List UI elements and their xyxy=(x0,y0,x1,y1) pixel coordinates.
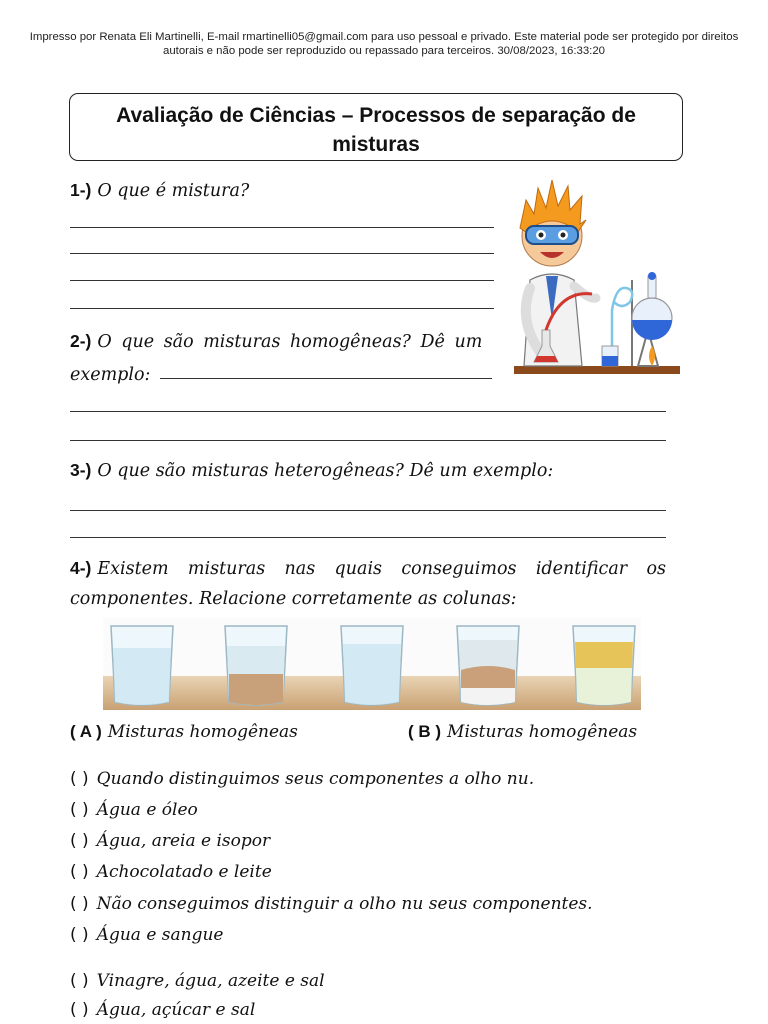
scientist-illustration xyxy=(512,170,682,378)
answer-line[interactable] xyxy=(70,537,666,538)
answer-line[interactable] xyxy=(70,510,666,511)
answer-parenthesis[interactable]: ( ) xyxy=(70,800,89,820)
column-b-text: Misturas homogêneas xyxy=(447,722,638,742)
glass-oil-icon xyxy=(573,626,635,705)
answer-line[interactable] xyxy=(70,227,494,228)
question-3-text: O que são misturas heterogêneas? Dê um exemplo: xyxy=(97,461,554,481)
question-1 xyxy=(70,180,249,201)
item-text: Água, areia e isopor xyxy=(96,831,271,851)
column-b-label xyxy=(408,722,637,742)
answer-parenthesis[interactable]: ( ) xyxy=(70,769,89,789)
column-a-letter: ( A ) xyxy=(70,722,102,741)
item-text: Vinagre, água, azeite e sal xyxy=(96,971,325,991)
question-4 xyxy=(70,558,666,579)
answer-parenthesis[interactable]: ( ) xyxy=(70,862,89,882)
title-line-2: misturas xyxy=(332,133,420,156)
question-2-text: O que são misturas homogêneas? Dê um xyxy=(97,332,483,352)
answer-line[interactable] xyxy=(70,253,494,254)
question-2-number: 2-) xyxy=(70,331,92,351)
item-text: Quando distinguimos seus componentes a olho nu. xyxy=(96,769,535,789)
answer-parenthesis[interactable]: ( ) xyxy=(70,894,89,914)
item-text: Achocolatado e leite xyxy=(96,862,272,882)
answer-line[interactable] xyxy=(70,280,494,281)
right-arm xyxy=(574,286,596,298)
title-line-1: Avaliação de Ciências – Processos de separação de xyxy=(116,104,636,127)
answer-line[interactable] xyxy=(70,411,666,412)
question-2-continuation: exemplo: xyxy=(70,365,151,385)
list-item[interactable] xyxy=(70,1000,255,1020)
item-text: Água, açúcar e sal xyxy=(96,1000,256,1020)
list-item[interactable] xyxy=(70,769,534,789)
page-title xyxy=(70,101,682,159)
glass-sediment-icon xyxy=(457,626,519,705)
question-1-text: O que é mistura? xyxy=(97,181,250,201)
answer-line[interactable] xyxy=(70,308,494,309)
answer-parenthesis[interactable]: ( ) xyxy=(70,971,89,991)
mixtures-glasses-image xyxy=(103,618,641,710)
glass-water-icon xyxy=(111,626,173,705)
list-item[interactable] xyxy=(70,971,325,991)
question-4-continuation: componentes. Relacione corretamente as colunas: xyxy=(70,589,517,609)
item-text: Não conseguimos distinguir a olho nu seus componentes. xyxy=(96,894,593,914)
answer-line[interactable] xyxy=(70,440,666,441)
question-4-number: 4-) xyxy=(70,558,92,578)
lab-table xyxy=(514,366,680,374)
glass-clear-icon xyxy=(341,626,403,705)
question-3-number: 3-) xyxy=(70,460,92,480)
list-item[interactable] xyxy=(70,800,198,820)
answer-parenthesis[interactable]: ( ) xyxy=(70,925,89,945)
answer-parenthesis[interactable]: ( ) xyxy=(70,1000,89,1020)
column-a-label xyxy=(70,722,298,742)
answer-parenthesis[interactable]: ( ) xyxy=(70,831,89,851)
print-notice: Impresso por Renata Eli Martinelli, E-mail rmartinelli05@gmail.com para uso pessoal e privado. Este material pode ser protegido por direitos autorais e não pode ser reproduzido ou repassado para terceiros. 30/08/2023, 16:33:20 xyxy=(29,31,739,57)
list-item[interactable] xyxy=(70,862,272,882)
list-item[interactable] xyxy=(70,831,270,851)
item-text: Água e óleo xyxy=(96,800,198,820)
glass-sand-icon xyxy=(225,626,287,705)
column-a-text: Misturas homogêneas xyxy=(107,722,298,742)
goggles-icon xyxy=(526,226,578,244)
answer-line[interactable] xyxy=(160,378,492,379)
item-text: Água e sangue xyxy=(96,925,224,945)
question-1-number: 1-) xyxy=(70,180,92,200)
list-item[interactable] xyxy=(70,894,593,914)
question-3 xyxy=(70,460,553,481)
question-4-text: Existem misturas nas quais conseguimos identificar os xyxy=(97,559,666,579)
question-2 xyxy=(70,331,482,352)
list-item[interactable] xyxy=(70,925,223,945)
column-b-letter: ( B ) xyxy=(408,722,442,741)
